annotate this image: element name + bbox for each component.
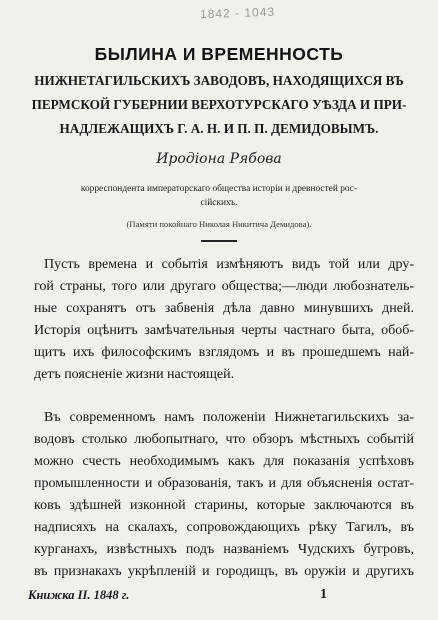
paragraph-line: можно счесть необходимымъ какъ для показанiя успѣховъ (34, 454, 414, 469)
subtitle-line: ПЕРМСКОЙ ГУБЕРНИИ ВЕРХОТУРСКАГО УѢЗДА И ПРИ- (31, 97, 407, 112)
correspondent-line: корреспондента императорскаго общества исторiи и древностей рос- (80, 184, 358, 194)
paragraph-line: промышленности и образованiя, такъ и для объясненiя остат- (34, 476, 414, 491)
paragraph-line: щитъ ихъ философскимъ взглядомъ и въ прошедшемъ най- (34, 345, 414, 360)
paragraph-line: гой страны, того или другаго общества;—люди любознатель- (34, 279, 414, 294)
paragraph-line: курганахъ, извѣстныхъ подъ названiемъ Чудскихъ бугровъ, (34, 542, 414, 557)
paragraph-line: ные сохранятъ отъ забвенiя дѣла давно минувшихъ дней. (34, 301, 414, 316)
archive-stamp: 1842 - 1043 (199, 4, 276, 22)
paragraph-line: Пусть времена и событiя измѣняютъ видъ той или дру- (44, 257, 414, 272)
section-divider (201, 240, 237, 242)
page-title: БЫЛИНА И ВРЕМЕННОСТЬ (94, 44, 344, 64)
subtitle-line: НИЖНЕТАГИЛЬСКИХЪ ЗАВОДОВЪ, НАХОДЯЩИХСЯ ВЪ (34, 73, 404, 88)
paragraph-line: Исторiя оцѣнитъ замѣчательныя черты частнаго быта, обоб- (34, 323, 414, 338)
memory-note: (Памяти покойнаго Николая Никитича Демидова). (126, 219, 312, 229)
page-number: 1 (320, 587, 327, 602)
paragraph-line: детъ поясненiе жизни настоящей. (34, 367, 235, 382)
paragraph-line: ковъ здѣшней изконной старины, которые заключаются въ (34, 498, 414, 513)
issue-label: Книжка II. 1848 г. (28, 588, 130, 602)
paragraph-line: надписяхъ на скалахъ, сопровождающихъ рѣку Тагилъ, въ (34, 520, 414, 535)
paragraph-line: Въ современномъ намъ положенiи Нижнетагильскихъ за- (44, 410, 414, 425)
correspondent-line: сiйскихъ. (200, 198, 238, 208)
subtitle-line: НАДЛЕЖАЩИХЪ Г. А. Н. И П. П. ДЕМИДОВЫМЪ. (59, 121, 379, 136)
paragraph-line: водовъ столько любопытнаго, что обзоръ мѣстныхъ событiй (34, 432, 414, 447)
paragraph-line: въ признакахъ укрѣпленiй и городищъ, въ оружiи и другихъ (34, 564, 414, 579)
author-name: Иродiона Рябова (156, 151, 282, 167)
